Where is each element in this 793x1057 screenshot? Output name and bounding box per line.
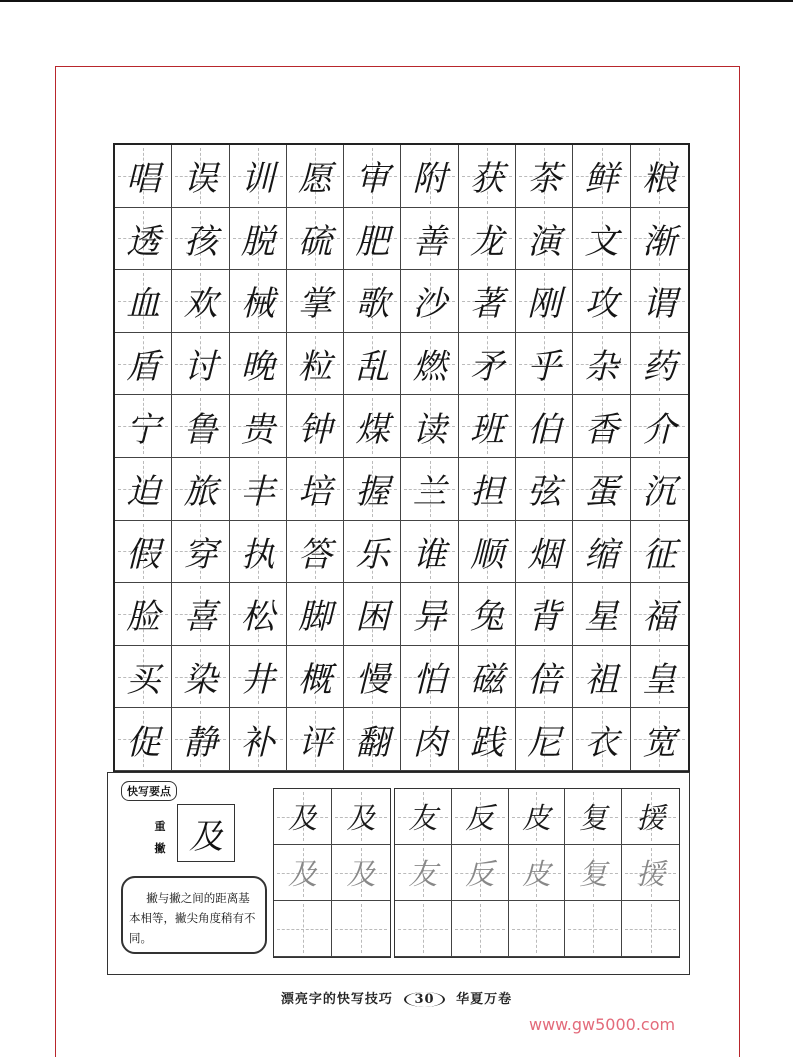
grid-character: 兔 (469, 597, 504, 638)
grid-cell (287, 145, 344, 208)
grid-cell (115, 708, 172, 771)
grid-cell (230, 583, 287, 646)
grid-character: 杂 (584, 347, 619, 388)
practice-cell (395, 789, 452, 845)
grid-character: 欢 (183, 284, 218, 325)
practice-cell (332, 789, 390, 845)
grid-cell (631, 145, 688, 208)
practice-character: 反 (465, 857, 495, 891)
grid-cell (230, 395, 287, 458)
practice-character: 援 (636, 857, 666, 891)
grid-character: 愿 (298, 159, 333, 200)
grid-character: 粒 (298, 347, 333, 388)
grid-character: 评 (298, 722, 333, 763)
grid-character: 丰 (240, 472, 275, 513)
grid-character: 讨 (183, 347, 218, 388)
grid-character: 渐 (642, 221, 677, 262)
grid-cell (230, 458, 287, 521)
grid-cell (172, 208, 229, 271)
page-number: 30 (404, 992, 444, 1007)
grid-character: 尼 (527, 722, 562, 763)
grid-character: 假 (126, 534, 161, 575)
practice-cell (565, 789, 622, 845)
grid-cell (172, 458, 229, 521)
practice-cell (622, 845, 679, 901)
grid-cell (115, 521, 172, 584)
grid-character: 买 (126, 660, 161, 701)
grid-character: 征 (642, 534, 677, 575)
grid-cell (287, 646, 344, 709)
grid-character: 械 (240, 284, 275, 325)
grid-character: 谓 (642, 284, 677, 325)
practice-cell (509, 901, 566, 957)
grid-character: 沙 (412, 284, 447, 325)
grid-cell (115, 646, 172, 709)
grid-character: 香 (584, 409, 619, 450)
grid-cell (573, 583, 630, 646)
grid-character: 异 (412, 597, 447, 638)
grid-cell (344, 583, 401, 646)
grid-character: 演 (527, 221, 562, 262)
grid-cell (344, 395, 401, 458)
practice-cell (274, 845, 332, 901)
grid-cell (401, 145, 458, 208)
grid-character: 兰 (412, 472, 447, 513)
grid-cell (344, 521, 401, 584)
page-footer (0, 988, 793, 1007)
grid-character: 攻 (584, 284, 619, 325)
grid-character: 著 (469, 284, 504, 325)
grid-cell (516, 521, 573, 584)
grid-cell (115, 583, 172, 646)
grid-character: 肥 (355, 221, 390, 262)
tips-label: 快写要点 (121, 781, 177, 801)
grid-character: 审 (355, 159, 390, 200)
grid-character: 弦 (527, 472, 562, 513)
grid-character: 乎 (527, 347, 562, 388)
grid-cell (459, 333, 516, 396)
grid-character: 善 (412, 221, 447, 262)
grid-cell (287, 333, 344, 396)
practice-cell (622, 901, 679, 957)
grid-cell (344, 145, 401, 208)
grid-cell (115, 333, 172, 396)
grid-character: 龙 (469, 221, 504, 262)
practice-cell (395, 845, 452, 901)
grid-cell (230, 708, 287, 771)
grid-character: 唱 (126, 159, 161, 200)
grid-character: 乱 (355, 347, 390, 388)
grid-cell (459, 708, 516, 771)
grid-character: 乐 (355, 534, 390, 575)
grid-cell (631, 208, 688, 271)
practice-character: 友 (408, 801, 438, 835)
grid-cell (287, 708, 344, 771)
book-title: 漂亮字的快写技巧 (280, 992, 393, 1007)
practice-cell (565, 901, 622, 957)
grid-character: 祖 (584, 660, 619, 701)
grid-cell (401, 521, 458, 584)
grid-cell (516, 145, 573, 208)
publisher: 华夏万卷 (456, 992, 513, 1007)
grid-cell (172, 521, 229, 584)
grid-character: 星 (584, 597, 619, 638)
grid-cell (459, 395, 516, 458)
practice-character: 及 (287, 857, 317, 891)
grid-character: 脚 (298, 597, 333, 638)
practice-grid-right (394, 788, 680, 958)
grid-cell (516, 270, 573, 333)
grid-cell (573, 395, 630, 458)
grid-character: 晚 (240, 347, 275, 388)
grid-cell (631, 583, 688, 646)
practice-cell (332, 845, 390, 901)
grid-character: 顺 (469, 534, 504, 575)
grid-character: 慢 (355, 660, 390, 701)
grid-character: 补 (240, 722, 275, 763)
grid-character: 班 (469, 409, 504, 450)
practice-cell (565, 845, 622, 901)
grid-cell (459, 145, 516, 208)
grid-character: 静 (183, 722, 218, 763)
grid-cell (401, 583, 458, 646)
practice-character: 援 (636, 801, 666, 835)
grid-cell (287, 270, 344, 333)
grid-cell (230, 333, 287, 396)
grid-character: 怕 (412, 660, 447, 701)
grid-character: 脸 (126, 597, 161, 638)
grid-cell (115, 145, 172, 208)
grid-cell (516, 333, 573, 396)
grid-character: 伯 (527, 409, 562, 450)
grid-cell (287, 521, 344, 584)
grid-character: 福 (642, 597, 677, 638)
tips-note: 撇与撇之间的距离基本相等，撇尖角度稍有不同。 (121, 876, 267, 954)
grid-cell (573, 333, 630, 396)
grid-cell (459, 270, 516, 333)
grid-cell (459, 458, 516, 521)
grid-character: 穿 (183, 534, 218, 575)
grid-character: 松 (240, 597, 275, 638)
grid-character: 盾 (126, 347, 161, 388)
practice-character: 友 (408, 857, 438, 891)
grid-character: 燃 (412, 347, 447, 388)
grid-character: 背 (527, 597, 562, 638)
demo-character: 及 (177, 804, 235, 862)
grid-character: 旅 (183, 472, 218, 513)
grid-cell (172, 270, 229, 333)
grid-cell (573, 145, 630, 208)
grid-cell (573, 270, 630, 333)
grid-character: 钟 (298, 409, 333, 450)
practice-character: 皮 (521, 857, 551, 891)
grid-cell (287, 208, 344, 271)
grid-character: 宁 (126, 409, 161, 450)
grid-cell (401, 646, 458, 709)
grid-cell (459, 646, 516, 709)
grid-character: 烟 (527, 534, 562, 575)
grid-character: 透 (126, 221, 161, 262)
grid-cell (172, 333, 229, 396)
practice-cell (274, 901, 332, 957)
grid-character: 硫 (298, 221, 333, 262)
grid-character: 培 (298, 472, 333, 513)
grid-cell (401, 458, 458, 521)
grid-character: 刚 (527, 284, 562, 325)
grid-cell (344, 458, 401, 521)
grid-character: 鲁 (183, 409, 218, 450)
grid-character: 矛 (469, 347, 504, 388)
grid-cell (516, 395, 573, 458)
grid-cell (516, 708, 573, 771)
grid-cell (287, 583, 344, 646)
stroke-name: 重撇 (154, 820, 166, 855)
grid-character: 读 (412, 409, 447, 450)
grid-character: 沉 (642, 472, 677, 513)
grid-cell (344, 270, 401, 333)
grid-cell (631, 270, 688, 333)
grid-character: 缩 (584, 534, 619, 575)
grid-character: 掌 (298, 284, 333, 325)
practice-cell (509, 845, 566, 901)
grid-character: 肉 (412, 722, 447, 763)
practice-character: 皮 (521, 801, 551, 835)
grid-character: 困 (355, 597, 390, 638)
grid-character: 歌 (355, 284, 390, 325)
grid-character: 蛋 (584, 472, 619, 513)
watermark: www.gw5000.com (529, 1015, 676, 1034)
grid-character: 贵 (240, 409, 275, 450)
grid-cell (459, 208, 516, 271)
grid-character: 介 (642, 409, 677, 450)
grid-cell (172, 646, 229, 709)
grid-character: 迫 (126, 472, 161, 513)
grid-character: 谁 (412, 534, 447, 575)
grid-cell (172, 395, 229, 458)
practice-character: 复 (578, 801, 608, 835)
practice-cell (452, 845, 509, 901)
practice-cell (622, 789, 679, 845)
grid-character: 磁 (469, 660, 504, 701)
practice-character: 及 (287, 801, 317, 835)
practice-character: 及 (346, 857, 376, 891)
grid-cell (287, 395, 344, 458)
top-rule (0, 0, 793, 2)
grid-cell (172, 708, 229, 771)
practice-cell (509, 789, 566, 845)
practice-cell (274, 789, 332, 845)
grid-character: 药 (642, 347, 677, 388)
grid-character: 井 (240, 660, 275, 701)
grid-cell (344, 208, 401, 271)
grid-character: 鲜 (584, 159, 619, 200)
grid-cell (459, 521, 516, 584)
grid-character: 获 (469, 159, 504, 200)
grid-character: 概 (298, 660, 333, 701)
practice-cell (452, 789, 509, 845)
grid-cell (230, 270, 287, 333)
grid-character: 脱 (240, 221, 275, 262)
grid-cell (230, 521, 287, 584)
grid-cell (344, 646, 401, 709)
grid-cell (516, 646, 573, 709)
grid-cell (631, 708, 688, 771)
grid-cell (115, 458, 172, 521)
grid-character: 附 (412, 159, 447, 200)
grid-cell (344, 333, 401, 396)
grid-cell (631, 521, 688, 584)
grid-cell (401, 270, 458, 333)
grid-cell (631, 646, 688, 709)
grid-character: 翻 (355, 722, 390, 763)
grid-cell (573, 521, 630, 584)
grid-cell (172, 583, 229, 646)
grid-character: 训 (240, 159, 275, 200)
grid-character: 答 (298, 534, 333, 575)
grid-character: 促 (126, 722, 161, 763)
grid-cell (573, 646, 630, 709)
grid-cell (631, 458, 688, 521)
grid-character: 宽 (642, 722, 677, 763)
grid-cell (573, 208, 630, 271)
grid-cell (459, 583, 516, 646)
grid-cell (516, 458, 573, 521)
grid-cell (516, 208, 573, 271)
grid-character: 染 (183, 660, 218, 701)
grid-cell (344, 708, 401, 771)
grid-character: 皇 (642, 660, 677, 701)
practice-cell (332, 901, 390, 957)
grid-character: 践 (469, 722, 504, 763)
grid-cell (172, 145, 229, 208)
grid-cell (401, 708, 458, 771)
grid-character: 煤 (355, 409, 390, 450)
grid-character: 衣 (584, 722, 619, 763)
grid-character: 茶 (527, 159, 562, 200)
practice-character: 复 (578, 857, 608, 891)
grid-cell (287, 458, 344, 521)
grid-cell (230, 646, 287, 709)
grid-character: 孩 (183, 221, 218, 262)
grid-cell (115, 395, 172, 458)
grid-cell (401, 208, 458, 271)
grid-cell (230, 145, 287, 208)
practice-cell (452, 901, 509, 957)
grid-character: 误 (183, 159, 218, 200)
grid-cell (631, 395, 688, 458)
grid-cell (115, 208, 172, 271)
grid-character: 粮 (642, 159, 677, 200)
grid-character: 文 (584, 221, 619, 262)
practice-cell (395, 901, 452, 957)
grid-character: 执 (240, 534, 275, 575)
grid-cell (115, 270, 172, 333)
grid-cell (573, 458, 630, 521)
practice-grid-left (273, 788, 391, 958)
character-grid (113, 143, 690, 773)
grid-cell (401, 333, 458, 396)
practice-character: 及 (346, 801, 376, 835)
grid-cell (230, 208, 287, 271)
grid-character: 倍 (527, 660, 562, 701)
grid-character: 担 (469, 472, 504, 513)
grid-cell (401, 395, 458, 458)
grid-cell (516, 583, 573, 646)
grid-character: 握 (355, 472, 390, 513)
practice-character: 反 (465, 801, 495, 835)
grid-character: 喜 (183, 597, 218, 638)
grid-character: 血 (126, 284, 161, 325)
grid-cell (631, 333, 688, 396)
grid-cell (573, 708, 630, 771)
